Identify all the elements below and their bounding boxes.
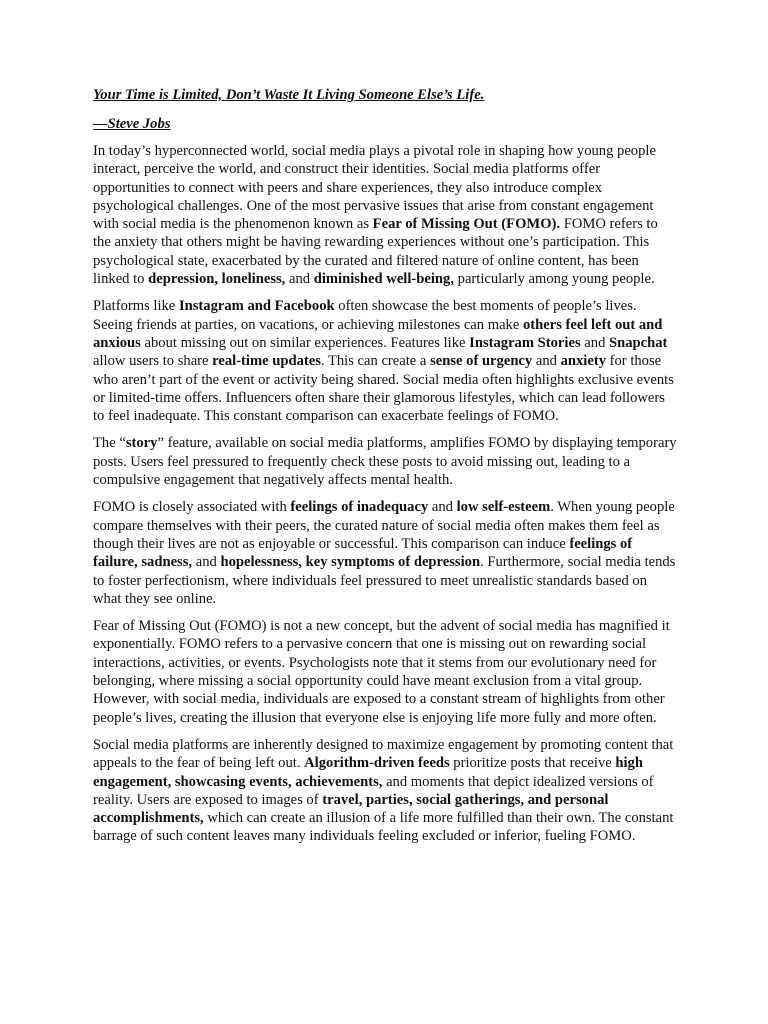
text-run: for those who aren’t part of the event or activity being shared. Social media often highlights exclusive events or limited-time offers. Influencers often share their glamorous lifestyles, which can lead followers to feel inadequate. This constant comparison can exacerbate feelings of FOMO. — [93, 353, 674, 425]
text-run: particularly among young people. — [454, 271, 655, 288]
text-run: Social media platforms are inherently designed to maximize engagement by promoting content that appeals to the fear of being left out. — [93, 736, 674, 772]
bold-text: travel, parties, social gatherings, and personal accomplishments, — [93, 791, 609, 827]
bold-text: feelings of inadequacy — [290, 499, 429, 516]
text-run: ” feature, available on social media platforms, amplifies FOMO by displaying temporary posts. Users feel pressured to frequently check these posts to avoid missing out, leading to a compulsive engagement that negatively affects mental health. — [93, 435, 677, 489]
body-paragraph — [93, 736, 678, 846]
body-text — [93, 142, 678, 846]
text-run: In today’s hyperconnected world, social media plays a pivotal role in shaping how young people interact, perceive the world, and construct their identities. Social media platforms offer opportunities to connect with peers and share experiences, they also introduce complex psychological challenges. One of the most pervasive issues that arise from constant engagement with social media is the phenomenon known as — [93, 143, 656, 233]
text-run: . This can create a — [320, 353, 431, 370]
bold-text: story — [125, 435, 158, 452]
body-paragraph — [93, 617, 678, 727]
bold-text: sense of urgency — [430, 353, 533, 370]
body-paragraph — [93, 142, 678, 288]
bold-text: others feel left out and anxious — [93, 316, 663, 351]
bold-text: real-time updates — [212, 353, 321, 370]
text-run: and — [285, 271, 314, 288]
text-run: about missing out on similar experiences. Features like — [140, 334, 470, 351]
text-run: and — [580, 334, 610, 351]
text-run: prioritize posts that receive — [449, 755, 616, 772]
text-run: FOMO is closely associated with — [93, 499, 291, 516]
bold-text: Snapchat — [609, 334, 668, 351]
text-run: allow users to share — [93, 353, 213, 370]
bold-text: Algorithm-driven feeds — [304, 755, 450, 772]
text-run: Fear of Missing Out (FOMO) is not a new concept, but the advent of social media has magnified it exponentially. FOMO refers to a pervasive concern that one is missing out on rewarding social interactions, activities, or events. Psychologists note that it stems from our evolutionary need for belonging, where missing a social opportunity could have meant exclusion from a vital group. However, with social media, individuals are exposed to a constant stream of highlights from other people’s lives, creating the illusion that everyone else is enjoying life more fully and more often. — [93, 618, 670, 726]
body-paragraph — [93, 297, 678, 425]
bold-text: feelings of failure, sadness, — [93, 535, 633, 571]
text-run: and — [532, 353, 561, 370]
text-run: The “ — [93, 435, 126, 452]
epigraph-author: —Steve Jobs — [93, 116, 171, 132]
bold-text: Fear of Missing Out (FOMO). — [372, 216, 561, 233]
epigraph-quote: Your Time is Limited, Don’t Waste It Living Someone Else’s Life. — [93, 87, 485, 103]
text-run: and — [428, 499, 457, 516]
body-paragraph — [93, 498, 678, 608]
bold-text: Instagram and Facebook — [178, 298, 335, 315]
bold-text: low self-esteem — [456, 499, 551, 516]
bold-text: Instagram Stories — [469, 334, 581, 351]
text-run: FOMO refers to the anxiety that others might be having rewarding experiences without one’s participation. This psychological state, exacerbated by the curated and filtered nature of online content, has been linked to — [93, 216, 658, 288]
text-run: . Furthermore, social media tends to foster perfectionism, where individuals feel pressured to meet unrealistic standards based on what they see online. — [93, 554, 676, 607]
body-paragraph — [93, 434, 678, 489]
text-run: . When young people compare themselves with their peers, the curated nature of social media often makes them feel as though their lives are not as enjoyable or successful. This comparison can induce — [93, 499, 675, 552]
bold-text: diminished well-being, — [313, 271, 454, 288]
text-run: Platforms like — [93, 298, 179, 315]
text-run: and — [192, 554, 221, 571]
text-run: often showcase the best moments of people’s lives. Seeing friends at parties, on vacations, or achieving milestones can make — [93, 298, 637, 333]
bold-text: high engagement, showcasing events, achievements, — [93, 755, 643, 790]
bold-text: depression, loneliness, — [148, 271, 286, 288]
text-run: and moments that depict idealized versions of reality. Users are exposed to images of — [93, 773, 654, 808]
bold-text: anxiety — [560, 353, 606, 370]
text-run: which can create an illusion of a life more fulfilled than their own. The constant barrage of such content leaves many individuals feeling excluded or inferior, fueling FOMO. — [93, 810, 674, 845]
bold-text: hopelessness, key symptoms of depression — [220, 554, 481, 571]
